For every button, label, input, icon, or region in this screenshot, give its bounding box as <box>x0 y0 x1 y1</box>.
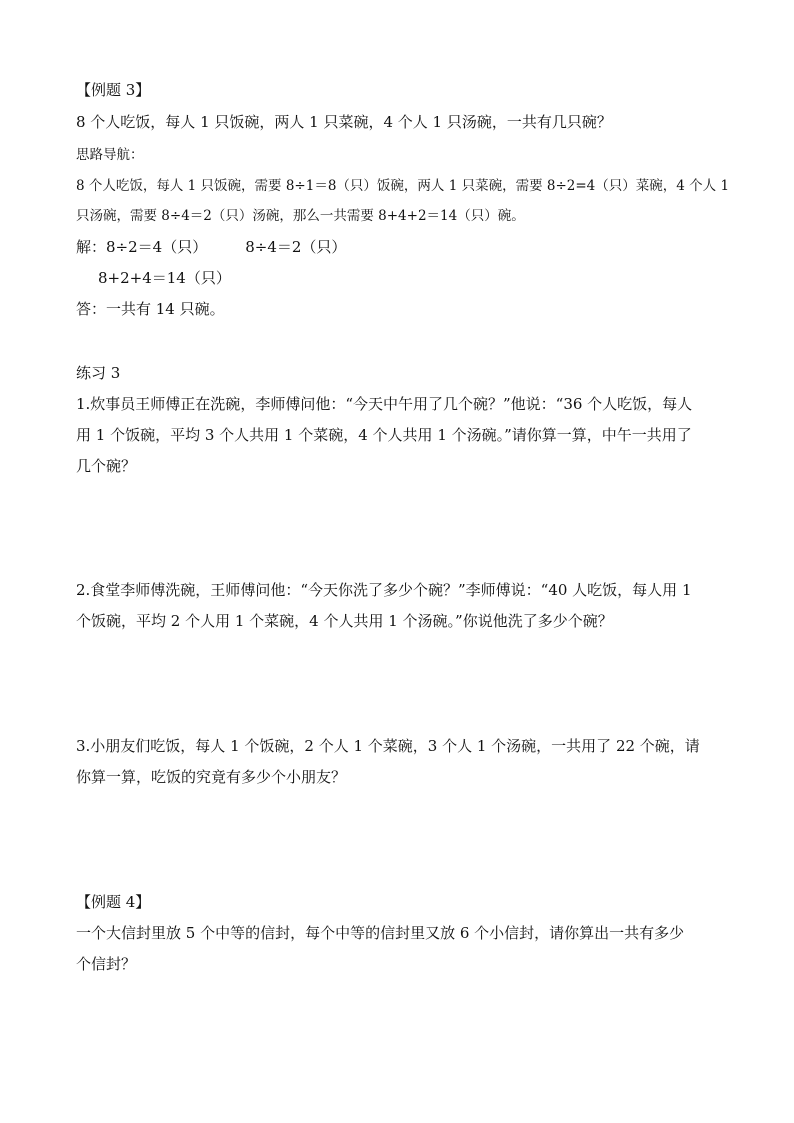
q2-line-2: 个饭碗，平均 2 个人用 1 个菜碗，4 个人共用 1 个汤碗。”你说他洗了多少个碗？ <box>76 612 613 630</box>
q3-line-1: 3.小朋友们吃饭，每人 1 个饭碗，2 个人 1 个菜碗，3 个人 1 个汤碗，一共用了 22 个碗，请 <box>76 737 700 755</box>
example4-problem-line-2: 个信封？ <box>76 955 137 973</box>
q2-line-1: 2.食堂李师傅洗碗，王师傅问他：“今天你洗了多少个碗？”李师傅说：“40 人吃饭，每人用 1 <box>76 581 692 599</box>
solution-step-1: 8÷2＝4（只） <box>106 238 208 256</box>
q1-line-2: 用 1 个饭碗，平均 3 个人共用 1 个菜碗，4 个人共用 1 个汤碗。”请你算一算，中午一共用了 <box>76 426 692 444</box>
hint-line-2: 只汤碗，需要 8÷4＝2（只）汤碗，那么一共需要 8+4+2＝14（只）碗。 <box>76 208 525 224</box>
solution-label: 解： <box>76 238 107 256</box>
example3-answer: 答：一共有 14 只碗。 <box>76 300 225 318</box>
q1-line-3: 几个碗？ <box>76 457 137 475</box>
solution-line <box>76 237 346 257</box>
solution-step-2: 8÷4＝2（只） <box>245 238 347 256</box>
q1-line-1: 1.炊事员王师傅正在洗碗，李师傅问他：“今天中午用了几个碗？”他说：“36 个人吃饭，每人 <box>76 395 693 413</box>
example3-problem: 8 个人吃饭，每人 1 只饭碗，两人 1 只菜碗，4 个人 1 只汤碗，一共有几只碗？ <box>76 113 612 131</box>
hint-line-1: 8 个人吃饭，每人 1 只饭碗，需要 8÷1＝8（只）饭碗，两人 1 只菜碗，需要 8÷2=4（只）菜碗，4 个人 1 <box>76 178 730 194</box>
solution-step-3: 8+2+4＝14（只） <box>98 269 231 287</box>
example4-heading: 【例题 4】 <box>76 893 151 911</box>
hint-label: 思路导航： <box>76 147 144 163</box>
example4-problem-line-1: 一个大信封里放 5 个中等的信封，每个中等的信封里又放 6 个小信封，请你算出一共有多少 <box>76 924 685 942</box>
example3-heading: 【例题 3】 <box>76 81 151 99</box>
q3-line-2: 你算一算，吃饭的究竟有多少个小朋友？ <box>76 768 347 786</box>
practice3-heading: 练习 3 <box>76 364 121 382</box>
